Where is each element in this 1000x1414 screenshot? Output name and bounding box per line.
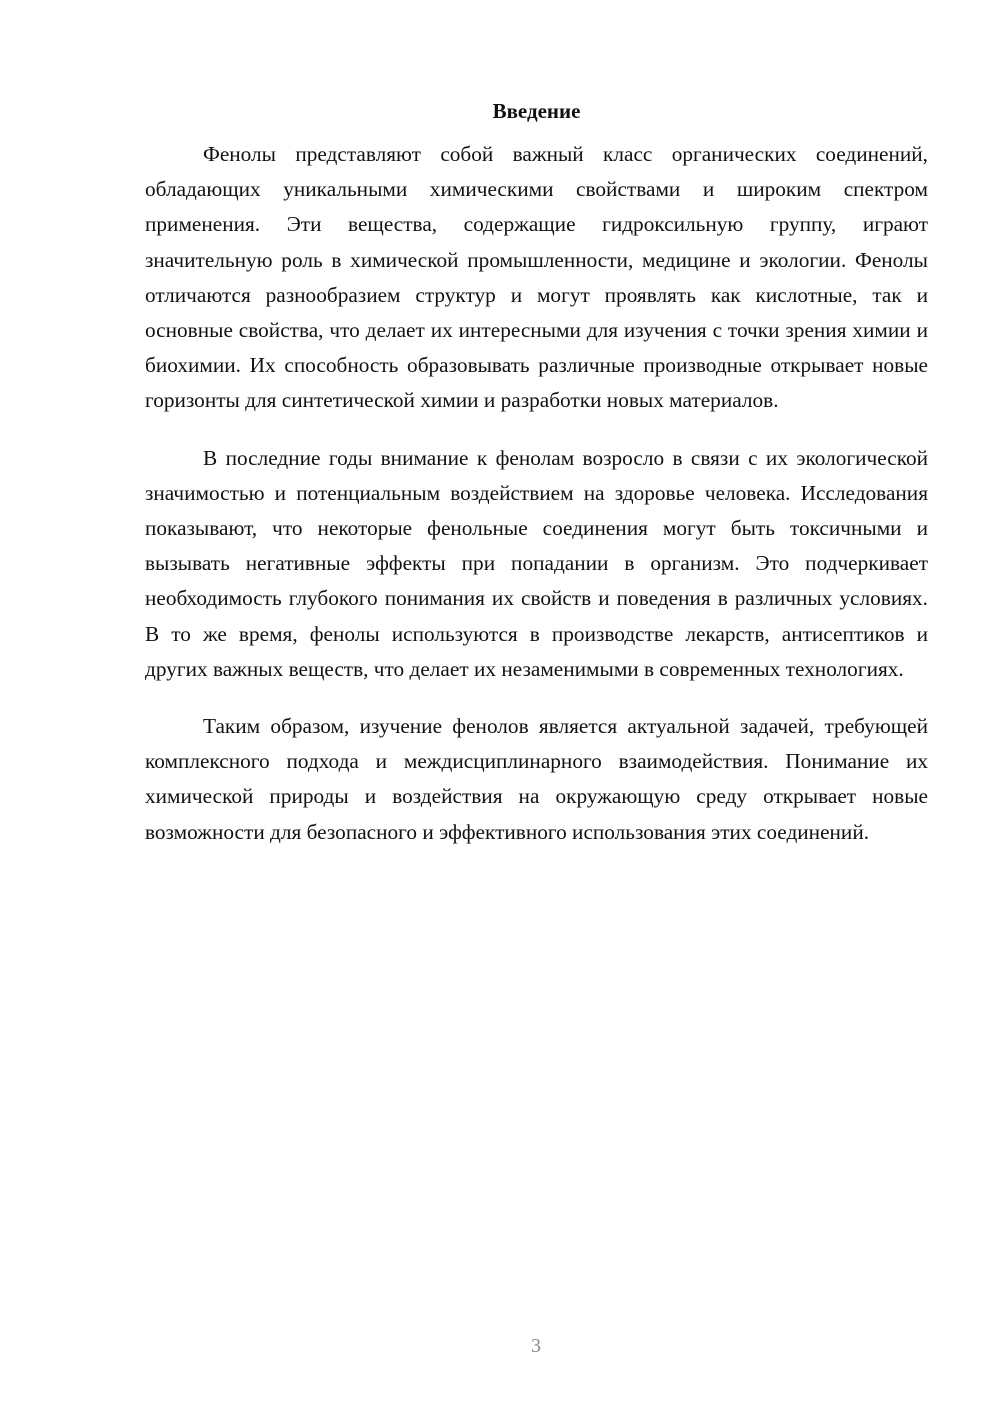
paragraph-2: В последние годы внимание к фенолам возросло в связи с их экологической значимостью и потенциальным воздействием на здоровье человека. Исследования показывают, что некоторые фенольные соединения могут быть токсичными и вызывать негативные эффекты при попадании в организм. Это подчеркивает необходимость глубокого понимания их свойств и поведения в различных условиях. В то же время, фенолы используются в производстве лекарств, антисептиков и других важных веществ, что делает их незаменимыми в современных технологиях. xyxy=(145,445,928,681)
page-content xyxy=(145,96,928,850)
paragraph-1: Фенолы представляют собой важный класс органических соединений, обладающих уникальными химическими свойствами и широким спектром применения. Эти вещества, содержащие гидроксильную группу, играют значительную роль в химической промышленности, медицине и экологии. Фенолы отличаются разнообразием структур и могут проявлять как кислотные, так и основные свойства, что делает их интересными для изучения с точки зрения химии и биохимии. Их способность образовывать различные производные открывает новые горизонты для синтетической химии и разработки новых материалов. xyxy=(145,142,928,413)
page-number: 3 xyxy=(531,1335,541,1357)
section-title: Введение xyxy=(492,99,581,123)
paragraph-3: Таким образом, изучение фенолов является актуальной задачей, требующей комплексного подхода и междисциплинарного взаимодействия. Понимание их химической природы и воздействия на окружающую среду открывает новые возможности для безопасного и эффективного использования этих соединений. xyxy=(145,714,928,844)
